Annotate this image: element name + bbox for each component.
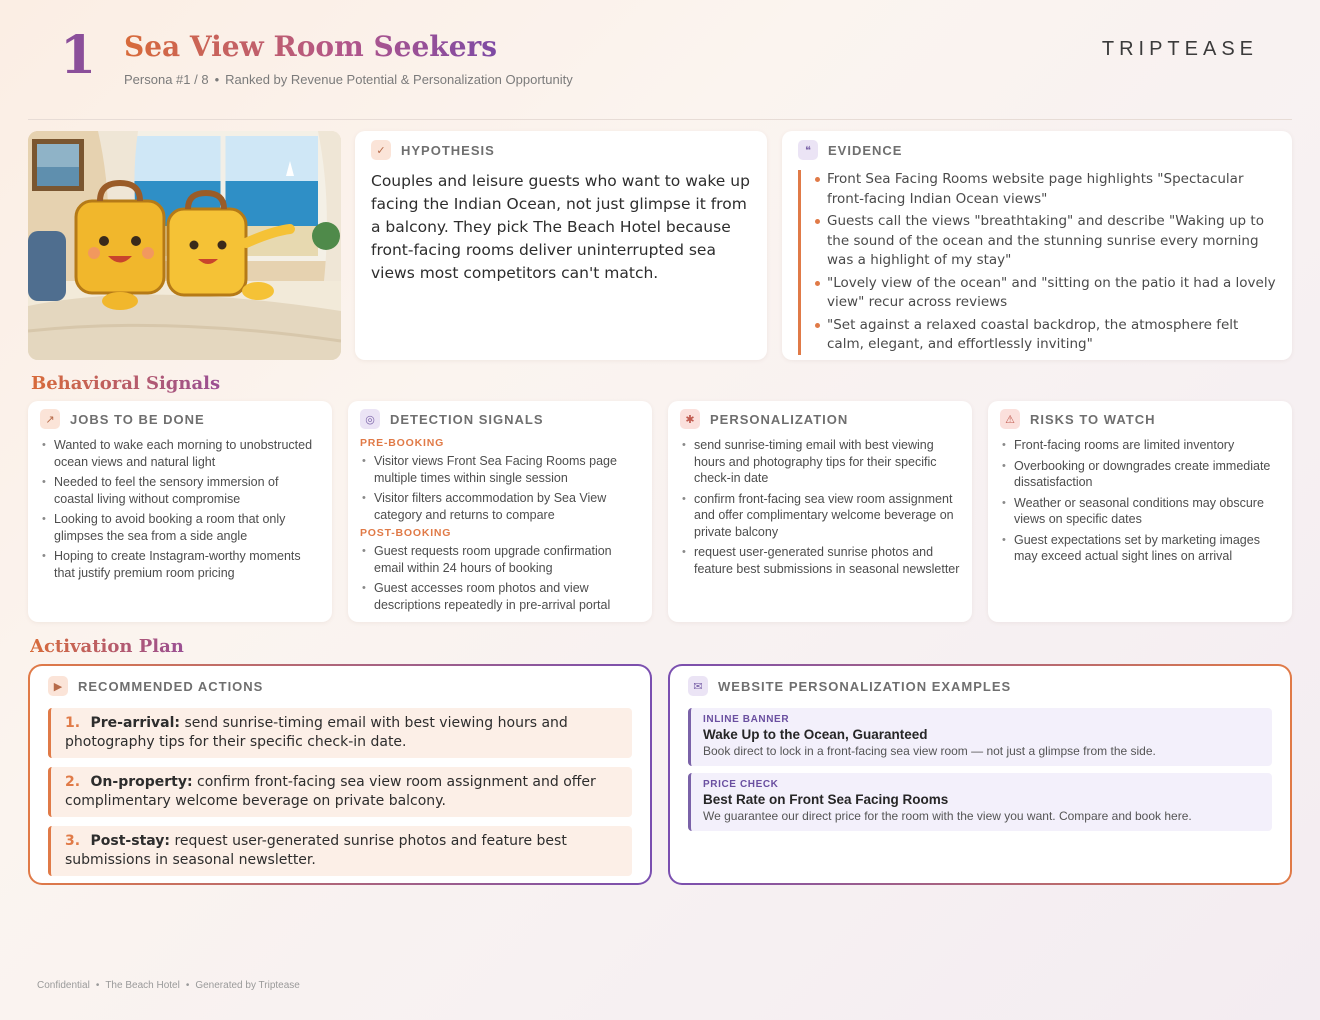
pre-booking-label: PRE-BOOKING <box>360 437 445 449</box>
hypothesis-text: Couples and leisure guests who want to wake up facing the Indian Ocean, not just glimpse it from a balcony. They pick The Beach Hotel because front-facing rooms deliver uninterrupted sea views most competitors can't match. <box>371 172 750 282</box>
evidence-card <box>782 131 1292 360</box>
detection-title: DETECTION SIGNALS <box>390 411 544 427</box>
action-number: 3. <box>65 833 81 849</box>
arrow-up-right-icon: ↗ <box>40 409 60 429</box>
persona-number: 1 <box>60 25 97 86</box>
web-example-card <box>688 773 1272 831</box>
header-divider <box>28 119 1292 120</box>
persona-illustration <box>28 131 341 360</box>
ranking-note: Ranked by Revenue Potential & Personalization Opportunity <box>225 72 573 87</box>
target-icon: ◎ <box>360 409 380 429</box>
list-item: • Weather or seasonal conditions may obscure views on specific dates <box>1000 495 1280 528</box>
hypothesis-card <box>355 131 767 360</box>
check-icon: ✓ <box>371 140 391 160</box>
detection-card <box>348 401 652 622</box>
page-title: Sea View Room Seekers <box>124 30 498 63</box>
activation-plan-heading: Activation Plan <box>30 636 184 657</box>
evidence-item: Front Sea Facing Rooms website page highlights "Spectacular front-facing Indian Ocean views" <box>815 170 1276 209</box>
page-header <box>0 0 1320 120</box>
evidence-item: Guests call the views "breathtaking" and describe "Waking up to the sound of the ocean and the stunning sunrise every morning was a highlight of my stay" <box>815 212 1276 271</box>
example-tag: INLINE BANNER <box>703 714 790 725</box>
evidence-list <box>798 170 1276 355</box>
list-item: • Guest requests room upgrade confirmation email within 24 hours of booking <box>360 543 640 576</box>
persona-index: Persona #1 / 8 <box>124 72 209 87</box>
page-subtitle <box>124 72 573 87</box>
subtitle-separator: • <box>214 72 220 87</box>
list-item: • request user-generated sunrise photos and feature best submissions in seasonal newsletter <box>680 544 960 577</box>
list-item: • send sunrise-timing email with best viewing hours and photography tips for their specific check-in date <box>680 437 960 487</box>
risks-list <box>1000 437 1280 565</box>
hypothesis-title: HYPOTHESIS <box>401 142 495 158</box>
behavioral-signals-heading: Behavioral Signals <box>31 373 221 394</box>
list-item: • confirm front-facing sea view room assignment and offer complimentary welcome beverage on private balcony <box>680 491 960 541</box>
web-examples-title: WEBSITE PERSONALIZATION EXAMPLES <box>718 678 1012 694</box>
example-body: We guarantee our direct price for the room with the view you want. Compare and book here. <box>703 809 1192 823</box>
list-item: • Hoping to create Instagram-worthy moments that justify premium room pricing <box>40 548 320 581</box>
list-item: • Guest accesses room photos and view descriptions repeatedly in pre-arrival portal <box>360 580 640 613</box>
action-item <box>48 826 632 876</box>
personalization-list <box>680 437 960 577</box>
example-headline: Best Rate on Front Sea Facing Rooms <box>703 792 949 807</box>
action-text: send sunrise-timing email with best viewing hours and photography tips for their specific check-in date. <box>65 715 568 750</box>
action-text: request user-generated sunrise photos and feature best submissions in seasonal newsletter. <box>65 833 567 868</box>
warning-icon: ⚠ <box>1000 409 1020 429</box>
pre-booking-list <box>360 453 640 523</box>
footer-confidential: Confidential <box>37 980 90 991</box>
jobs-card <box>28 401 332 622</box>
list-item: • Needed to feel the sensory immersion of coastal living without compromise <box>40 474 320 507</box>
example-body: Book direct to lock in a front-facing sea view room — not just a glimpse from the side. <box>703 744 1156 758</box>
jobs-list <box>40 437 320 581</box>
footer-separator: • <box>185 980 190 991</box>
example-tag: PRICE CHECK <box>703 779 779 790</box>
action-label: On-property: <box>90 774 193 790</box>
list-item: • Guest expectations set by marketing images may exceed actual sight lines on arrival <box>1000 532 1280 565</box>
recommended-actions-panel <box>28 664 652 885</box>
brand-logo: TRIPTEASE <box>1101 38 1258 60</box>
list-item: • Front-facing rooms are limited inventory <box>1000 437 1280 454</box>
risks-title: RISKS TO WATCH <box>1030 411 1156 427</box>
envelope-icon: ✉ <box>688 676 708 696</box>
action-label: Post-stay: <box>90 833 170 849</box>
list-item: • Visitor filters accommodation by Sea View category and returns to compare <box>360 490 640 523</box>
example-headline: Wake Up to the Ocean, Guaranteed <box>703 727 928 742</box>
list-item: • Wanted to wake each morning to unobstructed ocean views and natural light <box>40 437 320 470</box>
action-number: 1. <box>65 715 81 731</box>
quote-icon: ❝ <box>798 140 818 160</box>
play-icon: ▶ <box>48 676 68 696</box>
footer-hotel: The Beach Hotel <box>105 980 180 991</box>
evidence-item: "Set against a relaxed coastal backdrop, the atmosphere felt calm, elegant, and effortlessly inviting" <box>815 316 1276 355</box>
footer-generated: Generated by Triptease <box>195 980 300 991</box>
action-item <box>48 767 632 817</box>
actions-title: RECOMMENDED ACTIONS <box>78 678 264 694</box>
action-text: confirm front-facing sea view room assignment and offer complimentary welcome beverage on private balcony. <box>65 774 596 809</box>
website-examples-panel <box>668 664 1292 885</box>
list-item: • Looking to avoid booking a room that only glimpses the sea from a side angle <box>40 511 320 544</box>
action-item <box>48 708 632 758</box>
jobs-title: JOBS TO BE DONE <box>70 411 205 427</box>
risks-card <box>988 401 1292 622</box>
page-footer <box>37 980 300 991</box>
list-item: • Visitor views Front Sea Facing Rooms page multiple times within single session <box>360 453 640 486</box>
action-number: 2. <box>65 774 81 790</box>
list-item: • Overbooking or downgrades create immediate dissatisfaction <box>1000 458 1280 491</box>
sparkle-icon: ✱ <box>680 409 700 429</box>
personalization-card <box>668 401 972 622</box>
post-booking-list <box>360 543 640 613</box>
footer-separator: • <box>95 980 100 991</box>
action-label: Pre-arrival: <box>90 715 181 731</box>
personalization-title: PERSONALIZATION <box>710 411 849 427</box>
evidence-title: EVIDENCE <box>828 142 903 158</box>
web-example-card <box>688 708 1272 766</box>
post-booking-label: POST-BOOKING <box>360 527 452 539</box>
evidence-item: "Lovely view of the ocean" and "sitting on the patio it had a lovely view" recur across reviews <box>815 274 1276 313</box>
